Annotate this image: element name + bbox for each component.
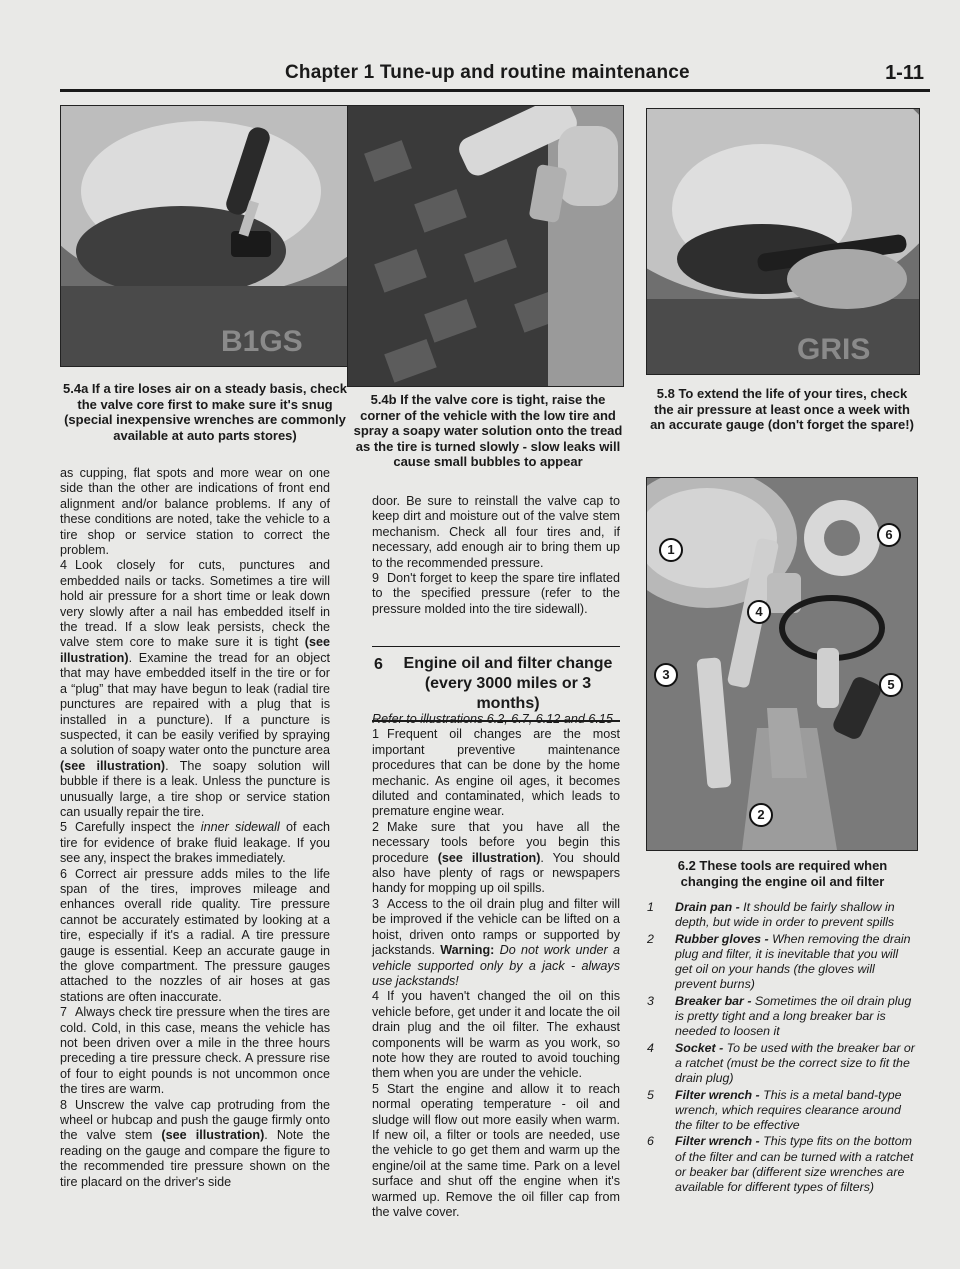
photo-tire-pressure-gauge bbox=[646, 108, 920, 375]
svg-text:GRIS: GRIS bbox=[797, 333, 871, 366]
tool-item: 6 Filter wrench - This type fits on the bottom of the filter and can be turned with a ratchet or beaker bar (different size wrenches are available for different types of filters) bbox=[647, 1134, 914, 1195]
middle-column-body bbox=[372, 712, 620, 1220]
left-column bbox=[60, 466, 330, 1190]
header-rule bbox=[60, 89, 930, 92]
section-heading-6 bbox=[372, 646, 620, 722]
paragraph-2: 2 Make sure that you have all the necessary tools before you begin this procedure (see illustration). You should also have plenty of rags or newspapers handy for mopping up oil spills. bbox=[372, 819, 620, 896]
page-number: 1-11 bbox=[885, 62, 924, 84]
callout-1: 1 bbox=[659, 538, 683, 562]
svg-text:B1GS: B1GS bbox=[221, 325, 303, 358]
photo-oil-change-tools bbox=[646, 477, 918, 851]
caption-5-8: 5.8 To extend the life of your tires, check the air pressure at least once a week with an accurate gauge (don't forget the spare!) bbox=[650, 386, 914, 432]
paragraph-5b: 5 Start the engine and allow it to reach normal operating temperature - oil and sludge will flow out more easily when warm. If new oil, a filter or tools are needed, use the vehicle to go get them and warm up the engine/oil at the same time. Park on a level surface and shut off the engine when it's warmed up. Remove the oil filler cap from the valve cover. bbox=[372, 1081, 620, 1219]
callout-2: 2 bbox=[749, 803, 773, 827]
photo-5-8-image bbox=[647, 109, 919, 374]
caption-5-4a: 5.4a If a tire loses air on a steady basis, check the valve core first to make sure it's snug (special inexpensive wrenches are commonly available at auto parts stores) bbox=[63, 381, 347, 443]
section-title: Engine oil and filter change (every 3000 miles or 3 months) bbox=[403, 655, 613, 712]
caption-5-4b: 5.4b If the valve core is tight, raise the corner of the vehicle with the low tire and spray a soapy water solution onto the tread as the tire is turned slowly - slow leaks will cause small bubbles to appear bbox=[353, 392, 623, 469]
tool-item: 5 Filter wrench - This is a metal band-type wrench, which requires clearance around the filter to be effective bbox=[647, 1087, 902, 1133]
callout-3: 3 bbox=[654, 663, 678, 687]
callout-6: 6 bbox=[877, 523, 901, 547]
paragraph-7: 7 Always check tire pressure when the tires are cold. Cold, in this case, means the vehicle has not been driven over a mile in the three hours preceding a tire pressure check. A pressure rise of four to eight pounds is not uncommon once the tires are warm. bbox=[60, 1005, 330, 1097]
page-header bbox=[60, 62, 930, 90]
photo-valve-core-wrench bbox=[60, 105, 352, 367]
refer-line: Refer to illustrations 6.2, 6.7, 6.12 and 6.15 bbox=[372, 712, 613, 726]
tool-list bbox=[645, 900, 917, 1197]
callout-5: 5 bbox=[879, 673, 903, 697]
photo-5-4b-image bbox=[348, 106, 623, 386]
paragraph-4: 4 Look closely for cuts, punctures and embedded nails or tacks. Sometimes a tire will hold air pressure for a short time or leak down very slowly after a nail has embedded itself in the tread. If a slow leak persists, check the valve stem core to make sure it is tight (see illustration). Examine the tread for an object that may have embedded itself in the tire or for a “plug” that may have begun to leak (radial tire punctures are repaired with a plug that is installed in a puncture). If a puncture is suspected, it can be easily verified by spraying a solution of soapy water onto the puncture area (see illustration). The soapy solution will bubble if there is a leak. Unless the puncture is unusually large, a tire shop or service station can usually repair the tire. bbox=[60, 558, 330, 819]
tool-item: 3 Breaker bar - Sometimes the oil drain plug is pretty tight and a long breaker bar is needed to loosen it bbox=[647, 993, 912, 1039]
tool-item: 4 Socket - To be used with the breaker bar or a ratchet (must be the correct size to fit the drain plug) bbox=[647, 1040, 915, 1086]
paragraph-4b: 4 If you haven't changed the oil on this vehicle before, get under it and locate the oil drain plug and the oil filter. The exhaust components will be warm as you work, so note how they are routed to avoid touching them when you are under the vehicle. bbox=[372, 989, 620, 1081]
tool-item: 2 Rubber gloves - When removing the drain plug and filter, it is inevitable that you will get oil on your hands (the gloves will prevent burns) bbox=[647, 931, 911, 992]
paragraph-8: 8 Unscrew the valve cap protruding from the wheel or hubcap and push the gauge firmly onto the valve stem (see illustration). Note the reading on the gauge and compare the figure to the recommended tire pressure shown on the tire placard on the driver's side bbox=[60, 1097, 331, 1189]
paragraph-5: 5 Carefully inspect the inner sidewall of each tire for evidence of brake fluid leakage. If you see any, inspect the brakes immediately. bbox=[60, 820, 331, 866]
middle-column-top bbox=[372, 494, 620, 617]
paragraph-continued: door. Be sure to reinstall the valve cap to keep dirt and moisture out of the valve stem mechanism. Check all four tires and, if necessary, add enough air to bring them up to the recommended pressure. bbox=[372, 494, 620, 570]
paragraph-6: 6 Correct air pressure adds miles to the life span of the tires, improves mileage and enhances overall ride quality. Tire pressure cannot be accurately estimated by looking at a tire, especially if it's a radial. A tire pressure gauge is essential. Keep an accurate gauge in the glove compartment. The pressure gauges attached to the nozzles of air hoses at gas stations are often inaccurate. bbox=[60, 866, 330, 1004]
caption-6-2: 6.2 These tools are required when changing the engine oil and filter bbox=[677, 858, 888, 889]
section-number: 6 bbox=[374, 656, 383, 673]
photo-soapy-water-spray bbox=[347, 105, 624, 387]
paragraph: as cupping, flat spots and more wear on one side than the other are indications of front end alignment and/or balance problems. If any of these conditions are noted, take the vehicle to a tire shop or service station to correct the problem. bbox=[60, 466, 330, 558]
chapter-title: Chapter 1 Tune-up and routine maintenance bbox=[285, 62, 690, 83]
paragraph-1: 1 Frequent oil changes are the most important preventive maintenance procedures that can be done by the home mechanic. As engine oil ages, it becomes diluted and contaminated, which leads to premature engine wear. bbox=[372, 727, 620, 819]
tool-item: 1 Drain pan - It should be fairly shallow in depth, but wide in order to prevent spills bbox=[647, 900, 895, 930]
paragraph-3: 3 Access to the oil drain plug and filter will be improved if the vehicle can be lifted on a hoist, driven onto ramps or supported by jackstands. Warning: Do not work under a vehicle supported only by a jack - always use jackstands! bbox=[372, 896, 621, 988]
callout-4: 4 bbox=[747, 600, 771, 624]
paragraph-9: 9 Don't forget to keep the spare tire inflated to the specified pressure (refer to the pressure molded into the tire sidewall). bbox=[372, 571, 620, 616]
photo-5-4a-image bbox=[61, 106, 351, 366]
